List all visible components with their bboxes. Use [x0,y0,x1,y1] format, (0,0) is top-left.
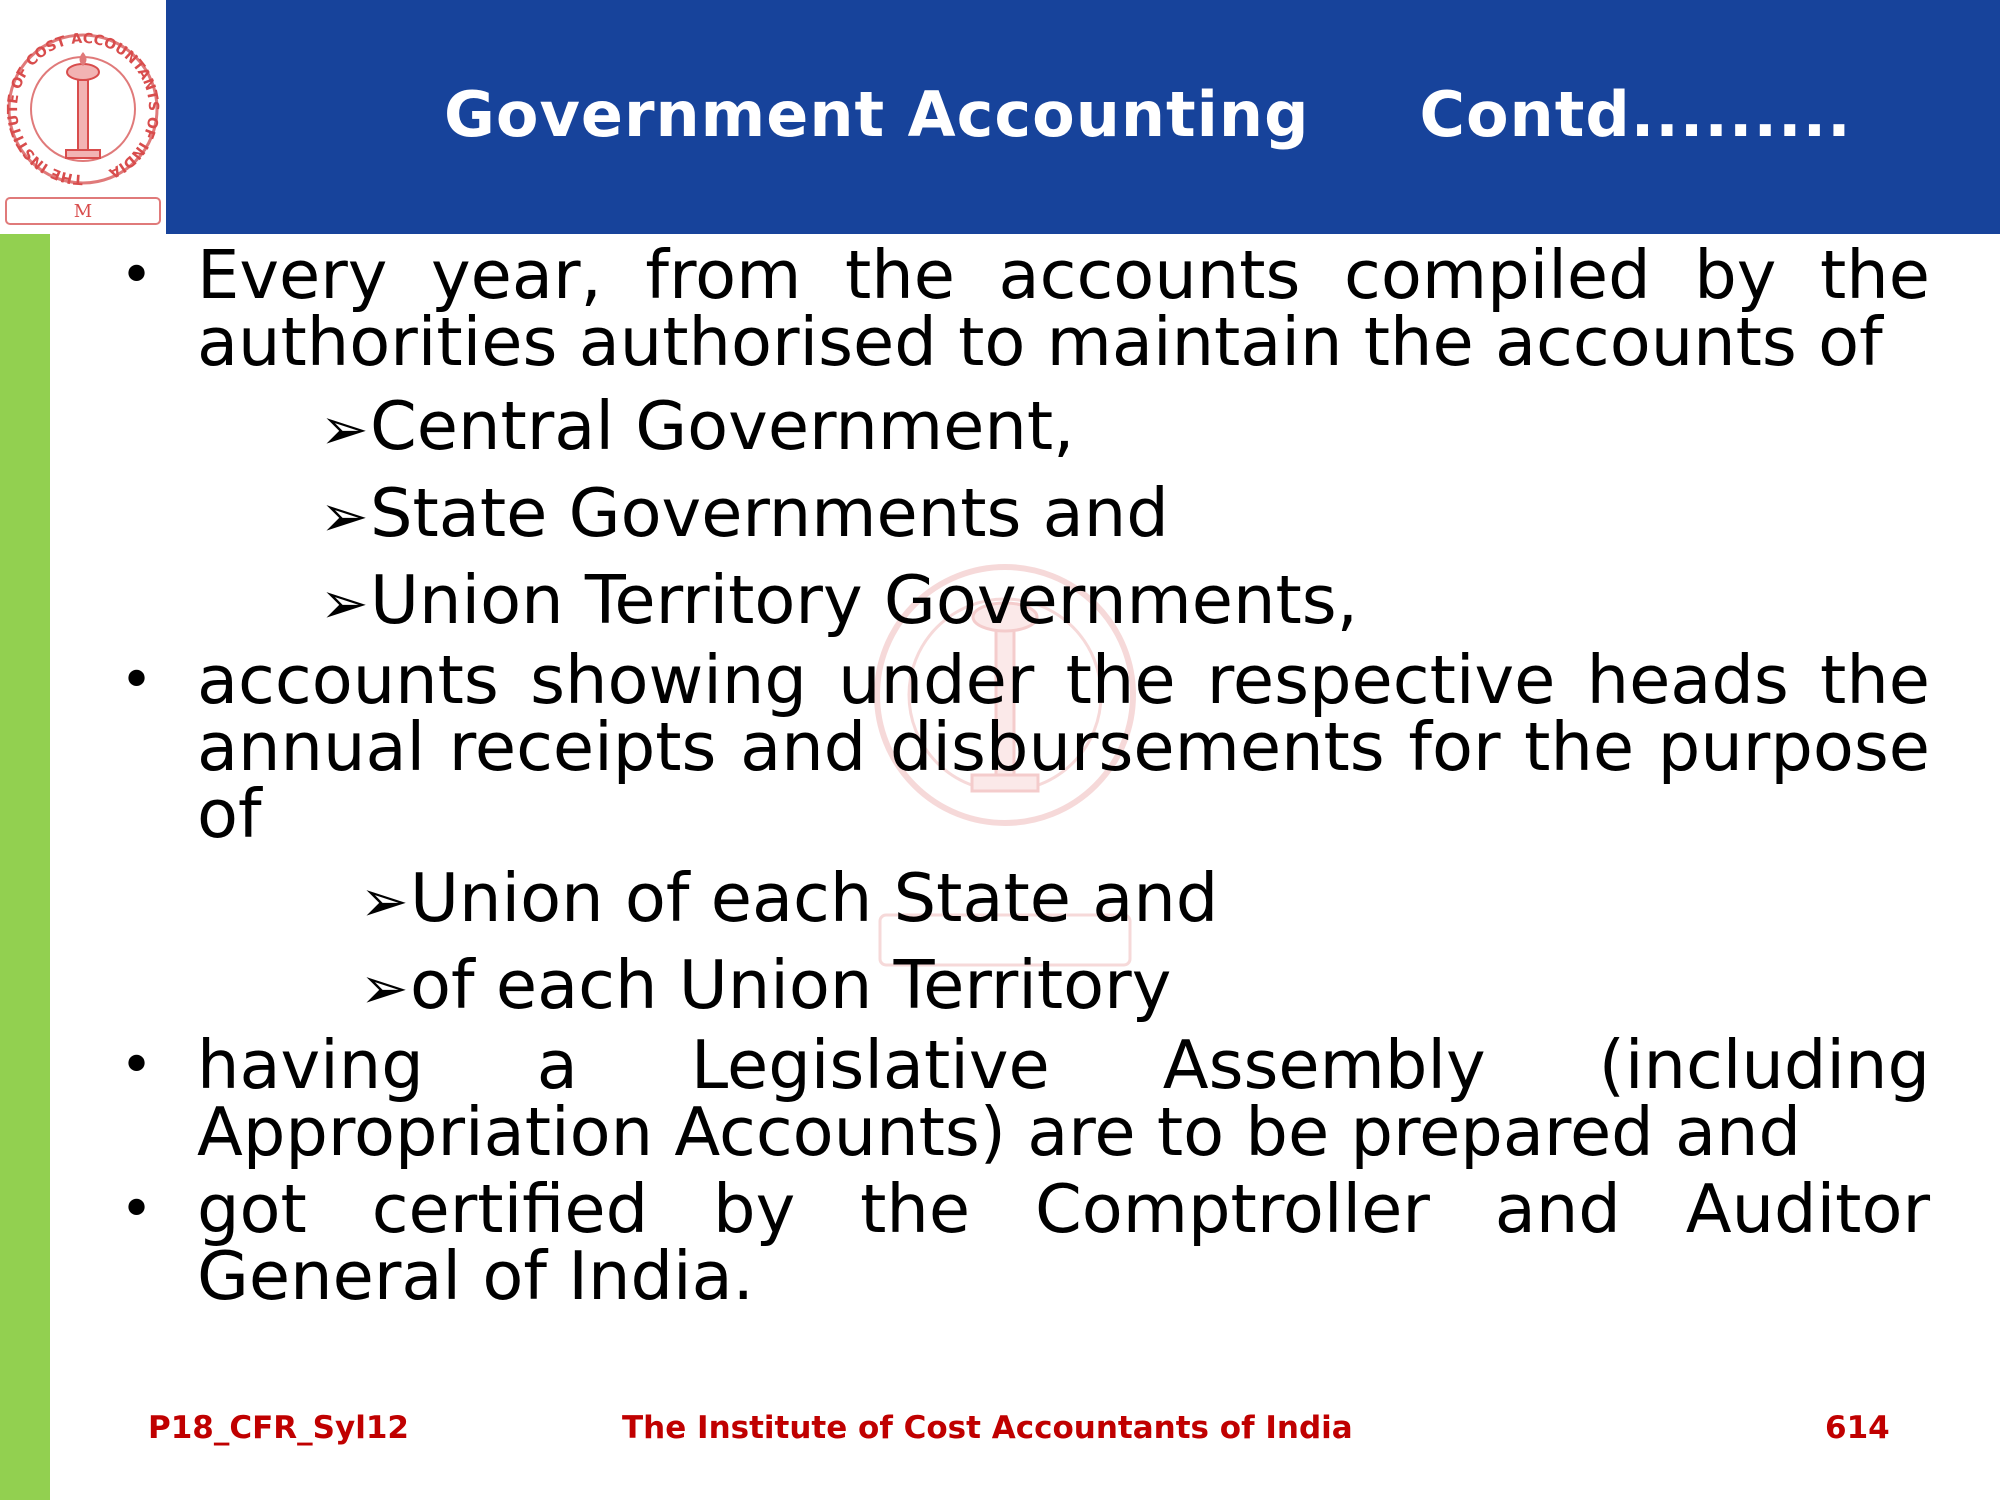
sub-list-item [115,859,1930,937]
arrow-bullet-icon: ➢ [320,482,369,550]
arrow-bullet-icon: ➢ [360,954,409,1022]
accent-strip [0,234,50,1500]
bullet-item [115,1170,1930,1315]
footer-page-number: 614 [1825,1410,1890,1446]
slide-body [115,232,1930,1315]
sub-item-text: Central Government, [370,387,1075,465]
sub-list-item [115,561,1930,639]
sub-item-text: Union Territory Governments, [370,561,1358,639]
bullet-item [115,1026,1930,1171]
sub-list-item [115,387,1930,465]
bullet-item [115,641,1930,853]
bullet-text: Every year, from the accounts compiled by the authorities authorised to maintain the accounts of [197,236,1930,381]
institute-seal-icon [0,0,166,234]
footer-institute-name: The Institute of Cost Accountants of India [622,1410,1353,1446]
svg-text:M: M [73,201,93,222]
arrow-bullet-icon: ➢ [360,867,409,935]
arrow-bullet-icon: ➢ [320,395,369,463]
footer-course-code: P18_CFR_Syl12 [148,1410,409,1446]
institute-logo [0,0,166,234]
sub-list-item [115,474,1930,552]
bullet-item [115,236,1930,381]
bullet-dot-icon: • [120,648,154,713]
slide-title [444,78,1852,151]
bullet-text: got certified by the Comptroller and Auditor General of India. [197,1170,1930,1315]
bullet-dot-icon: • [120,243,154,308]
title-text: Government Accounting [444,78,1310,151]
sub-item-text: Union of each State and [410,859,1219,937]
sub-item-text: of each Union Territory [410,946,1172,1024]
sub-list-item [115,946,1930,1024]
bullet-dot-icon: • [120,1177,154,1242]
svg-text:THE INSTITUTE OF COST ACCOUNTA: THE INSTITUTE OF COST ACCOUNTANTS OF INDIA [5,30,162,188]
bullet-dot-icon: • [120,1033,154,1098]
sub-item-text: State Governments and [370,474,1169,552]
bullet-text: accounts showing under the respective heads the annual receipts and disbursements for the purpose of [197,641,1930,853]
title-contd: Contd......... [1419,78,1852,151]
bullet-text: having a Legislative Assembly (including Appropriation Accounts) are to be prepared and [197,1026,1930,1171]
arrow-bullet-icon: ➢ [320,569,369,637]
